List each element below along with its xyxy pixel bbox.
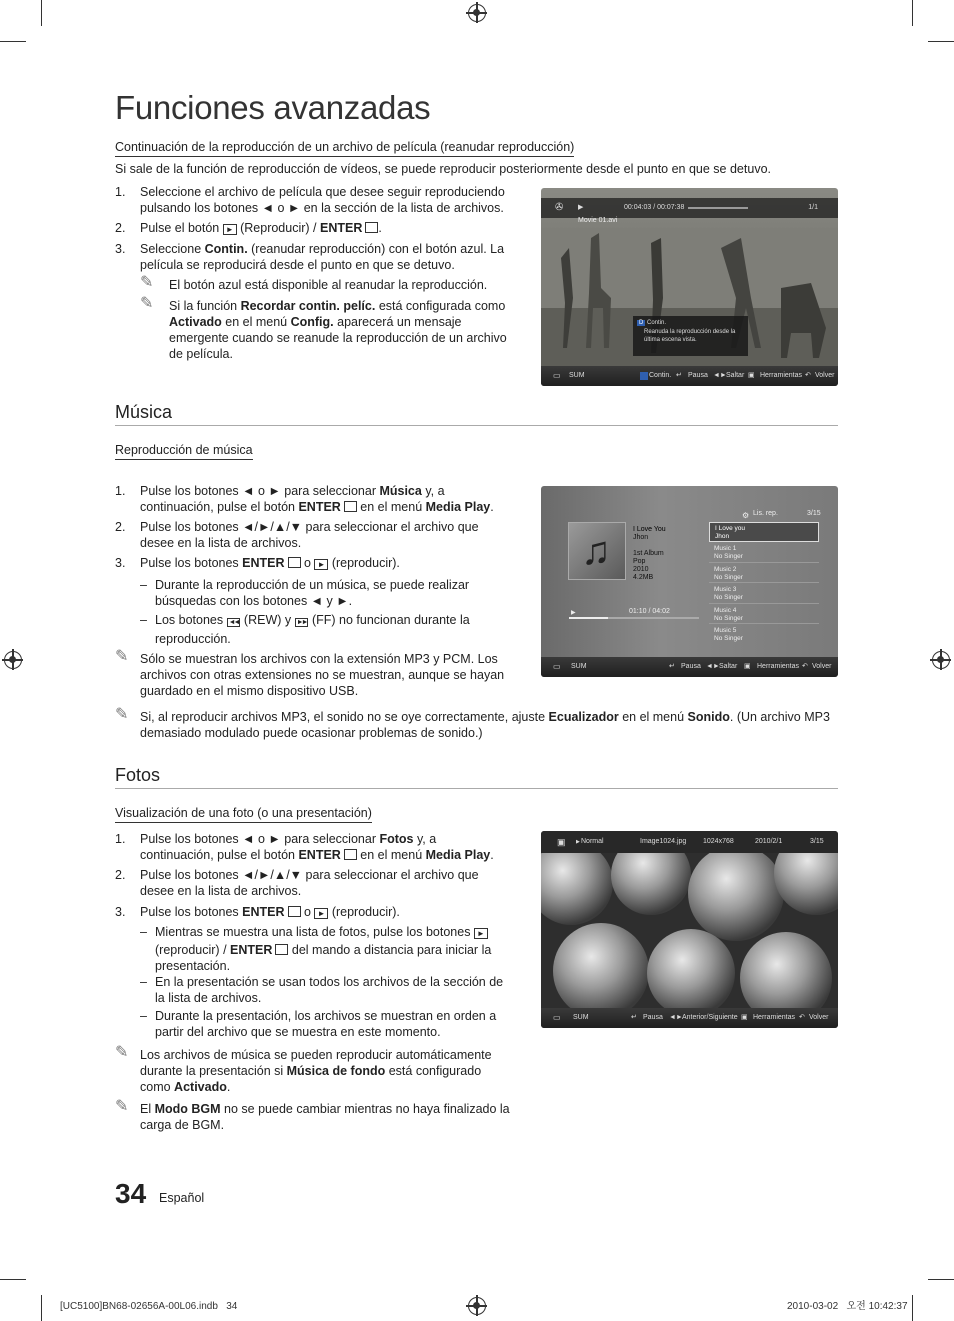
blue-key-icon: [640, 372, 648, 380]
crop-mark: [0, 41, 26, 42]
registration-mark-icon: [4, 651, 22, 669]
bold-term: Fotos: [379, 832, 414, 846]
usb-icon: ▭: [553, 371, 561, 380]
crop-mark: [0, 1279, 26, 1280]
playlist-item-title: Music 3: [714, 586, 737, 593]
subheading-resume: Continuación de la reproducción de un archivo de película (reanudar reproducción): [115, 140, 574, 157]
play-button-symbol: ►: [474, 928, 488, 939]
music-step-2: Pulse los botones ◄/►/▲/▼ para seleccionar el archivo que desee en la lista de archivos.: [140, 520, 479, 550]
device-name: SUM: [573, 1014, 589, 1021]
device-name: SUM: [571, 663, 587, 670]
bold-term: Música de fondo: [286, 1064, 386, 1078]
text: en el menú: [618, 710, 688, 724]
text: .: [378, 221, 382, 235]
ff-button-symbol: ►►: [296, 619, 307, 626]
bold-term: Modo BGM: [154, 1102, 221, 1116]
album-art: [568, 522, 626, 580]
note-icon: ✎: [115, 1098, 129, 1115]
text: .: [490, 500, 494, 514]
playlist: [709, 522, 819, 645]
enter-icon: [344, 849, 357, 860]
music-step-3: [140, 555, 515, 573]
text: Pulse el botón: [140, 221, 223, 235]
text: está configurado como: [140, 1064, 482, 1094]
text: Pulse los botones ◄ o ► para seleccionar: [140, 484, 380, 498]
step-number: 3.: [115, 905, 126, 919]
playlist-item-title: I Love you: [715, 525, 745, 532]
music-dash-2: [155, 612, 495, 647]
photo-bottom-bar: [541, 1008, 838, 1028]
bold-term: Activado: [169, 315, 222, 329]
bar-item-saltar: Saltar: [719, 663, 738, 670]
playlist-label: Lis. rep.: [753, 510, 778, 517]
play-state-icon: ▶: [576, 839, 580, 845]
text: Pulse los botones: [140, 556, 243, 570]
step-number: 3.: [115, 242, 126, 256]
playlist-item-artist: No Singer: [714, 553, 743, 560]
playlist-item[interactable]: [709, 624, 819, 645]
playlist-item-title: Music 2: [714, 565, 737, 573]
bar-item-anterior-siguiente: Anterior/Siguiente: [682, 1014, 738, 1021]
text: y, a continuación, pulse el botón: [140, 832, 437, 862]
play-button-symbol: ►: [223, 224, 237, 235]
enter-icon: ↵: [631, 1014, 637, 1021]
photo-date: 2010/2/1: [755, 838, 783, 845]
text: (REW) y: [240, 613, 295, 627]
photos-dash-1: [155, 924, 500, 974]
song-info: [633, 526, 666, 582]
text: Los archivos de música se pueden reproducir automáticamente durante la presentación si: [140, 1048, 492, 1078]
movie-bottom-bar: [541, 366, 838, 386]
bold-term: Media Play: [425, 500, 491, 514]
text: Mientras se muestra una lista de fotos, pulse los botones: [155, 925, 474, 939]
device-name: SUM: [569, 372, 585, 379]
section-divider: [115, 425, 838, 426]
arrows-icon: ◄►: [706, 663, 720, 670]
enter-icon: [288, 557, 301, 568]
playlist-item-artist: No Singer: [714, 635, 743, 642]
play-button-symbol: ►: [314, 908, 328, 919]
photos-step-3: [140, 904, 515, 922]
tools-icon: ▣: [748, 372, 755, 379]
text: Pulse los botones ◄ o ► para seleccionar: [140, 832, 380, 846]
playlist-item-artist: No Singer: [714, 614, 743, 622]
music-step-1: [140, 483, 512, 515]
music-note-2: [140, 709, 838, 741]
contin-label: Contin.: [204, 242, 248, 256]
footer-file-info: [UC5100]BN68-02656A-00L06.indb 34: [60, 1301, 238, 1312]
text: Seleccione: [140, 242, 205, 256]
text: (FF) no funcionan durante la reproducción.: [155, 613, 470, 646]
photos-dash-3: Durante la presentación, los archivos se muestran en orden a partir del archivo que se muestra en este momento.: [155, 1009, 497, 1039]
enter-icon: [344, 501, 357, 512]
playlist-item-artist: No Singer: [714, 594, 743, 601]
playlist-item-selected[interactable]: [709, 522, 819, 542]
music-progress-bar: [569, 617, 699, 619]
bar-item-saltar: Saltar: [726, 372, 745, 379]
playlist-item-artist: Jhon: [715, 533, 730, 540]
text: en el menú: [356, 848, 426, 862]
popup-text: Reanuda la reproducción desde la última escena vista.: [644, 329, 736, 343]
crop-mark: [912, 0, 913, 26]
text: Pulse los botones: [140, 905, 243, 919]
section-title-fotos: Fotos: [115, 765, 161, 785]
enter-icon: ↵: [669, 663, 675, 670]
bar-item-contin: Contin.: [649, 372, 672, 379]
bar-item-pausa: Pausa: [688, 372, 708, 379]
playlist-item-title: Music 1: [714, 545, 737, 552]
music-time: 01:10 / 04:02: [629, 608, 670, 615]
text: Si la función: [169, 299, 241, 313]
step-number: 2.: [115, 520, 126, 534]
bar-item-pausa: Pausa: [681, 663, 701, 670]
footer-timestamp: 2010-03-02 오전 10:42:37: [787, 1301, 908, 1312]
photo-count: 3/15: [810, 838, 824, 845]
photos-step-2: Pulse los botones ◄/►/▲/▼ para seleccionar el archivo que desee en la lista de archivos.: [140, 868, 479, 898]
section-title-musica: Música: [115, 402, 173, 422]
text: .: [226, 1080, 231, 1094]
enter-label: ENTER: [319, 221, 363, 235]
dash-bullet: –: [140, 1009, 147, 1023]
movie-time: 00:04:03 / 00:07:38: [624, 204, 685, 211]
dash-bullet: –: [140, 975, 147, 989]
music-progress-fill: [569, 617, 608, 619]
photos-note-1: [140, 1047, 505, 1095]
play-state-icon: ▶: [571, 610, 576, 616]
step-number: 1.: [115, 832, 126, 846]
text: en el menú: [221, 315, 291, 329]
step-number: 2.: [115, 868, 126, 882]
bar-item-volver: Volver: [815, 372, 835, 379]
text: (reproducir) /: [155, 943, 231, 957]
bold-term: Sonido: [687, 710, 730, 724]
crop-mark: [912, 1295, 913, 1321]
text: (Reproducir) /: [236, 221, 320, 235]
text: no se puede cambiar mientras no haya finalizado la carga de BGM.: [140, 1102, 510, 1132]
arrows-icon: ◄►: [713, 372, 727, 379]
subheading-music: Reproducción de música: [115, 443, 253, 460]
photo-top-bar: [541, 831, 838, 853]
return-icon: ↶: [802, 663, 808, 670]
song-genre: Pop: [633, 558, 646, 565]
enter-label: ENTER: [242, 556, 285, 570]
resume-step-2: [140, 220, 508, 238]
text: Si, al reproducir archivos MP3, el sonido no se oye correctamente, ajuste: [140, 710, 549, 724]
text: o: [300, 556, 315, 570]
note-icon: ✎: [140, 274, 154, 291]
bar-item-volver: Volver: [812, 663, 832, 670]
playlist-icon: ⚙: [742, 511, 750, 520]
crop-mark: [41, 0, 42, 26]
return-icon: ↶: [805, 372, 811, 379]
music-screenshot: [541, 486, 838, 677]
enter-icon: [365, 222, 378, 233]
photo-resolution: 1024x768: [703, 838, 734, 845]
photo-apples-image: [541, 853, 838, 1008]
bold-term: Config.: [290, 315, 334, 329]
bold-term: Música: [379, 484, 422, 498]
return-icon: ↶: [799, 1014, 805, 1021]
text: (reanudar reproducción) con el botón azul. La película se reproducirá desde el punto en que se detuvo.: [140, 242, 505, 272]
resume-popup: [633, 316, 748, 356]
bar-item-volver: Volver: [809, 1014, 829, 1021]
enter-label: ENTER: [298, 848, 341, 862]
enter-icon: [288, 906, 301, 917]
music-bottom-bar: [541, 657, 838, 677]
note-icon: ✎: [115, 706, 129, 723]
playlist-item-artist: No Singer: [714, 573, 743, 581]
note-icon: ✎: [115, 1044, 129, 1061]
enter-label: ENTER: [242, 905, 285, 919]
enter-label: ENTER: [298, 500, 341, 514]
photo-screenshot: [541, 831, 838, 1028]
text: está configurada como: [375, 299, 506, 313]
song-artist: Jhon: [633, 534, 649, 541]
music-note-icon: ♫: [581, 529, 611, 573]
page-number: 34: [115, 1178, 147, 1209]
arrows-icon: ◄►: [669, 1014, 683, 1021]
text: .: [490, 848, 494, 862]
page-language: Español: [159, 1191, 205, 1205]
dash-bullet: –: [140, 578, 147, 592]
photos-note-2: [140, 1101, 515, 1133]
subheading-photos: Visualización de una foto (o una presentación): [115, 806, 372, 823]
dash-bullet: –: [140, 613, 147, 627]
photo-icon: ▣: [557, 837, 566, 847]
popup-title: Contin.: [647, 320, 667, 326]
photo-mode: Normal: [581, 838, 604, 845]
text: o: [300, 905, 315, 919]
resume-note-1: El botón azul está disponible al reanudar la reproducción.: [169, 278, 488, 292]
text: en el menú: [356, 500, 426, 514]
video-icon: ✇: [555, 202, 564, 213]
enter-icon: [275, 944, 288, 955]
bold-term: Media Play: [425, 848, 491, 862]
text: (reproducir).: [328, 556, 400, 570]
music-dash-1: Durante la reproducción de un música, se puede realizar búsquedas con los botones ◄ y ►.: [155, 578, 470, 608]
note-icon: ✎: [140, 295, 154, 312]
play-button-symbol: ►: [314, 559, 328, 570]
playlist-item-title: Music 4: [714, 606, 737, 614]
section-divider: [115, 788, 838, 789]
music-count: 3/15: [807, 510, 821, 517]
step-number: 2.: [115, 221, 126, 235]
usb-icon: ▭: [553, 1013, 561, 1022]
crop-mark: [41, 1295, 42, 1321]
resume-intro: Si sale de la función de reproducción de vídeos, se puede reproducir posteriormente desde el punto en que se detuvo.: [115, 162, 771, 176]
bar-item-herramientas: Herramientas: [757, 663, 800, 670]
bar-item-herramientas: Herramientas: [753, 1014, 796, 1021]
movie-top-bar: [541, 198, 838, 218]
playlist-item[interactable]: [709, 542, 819, 563]
photos-step-1: [140, 831, 512, 863]
song-size: 4.2MB: [633, 574, 654, 581]
play-state-icon: ▶: [578, 204, 584, 211]
photo-filename: Image1024.jpg: [640, 838, 687, 845]
note-icon: ✎: [115, 648, 129, 665]
tools-icon: ▣: [741, 1014, 748, 1021]
song-album: 1st Album: [633, 550, 664, 557]
text: del mando a distancia para iniciar la presentación.: [155, 943, 492, 973]
bold-term: Recordar contin. pelíc.: [240, 299, 376, 313]
text: aparecerá un mensaje emergente cuando se reanude la reproducción de un archivo de película.: [169, 315, 507, 361]
text: y, a continuación, pulse el botón: [140, 484, 445, 514]
registration-mark-icon: [468, 1297, 486, 1315]
usb-icon: ▭: [553, 662, 561, 671]
text: (reproducir).: [328, 905, 400, 919]
rew-button-symbol: ◄◄: [228, 619, 239, 626]
crop-mark: [928, 1279, 954, 1280]
page-title: Funciones avanzadas: [115, 89, 431, 126]
registration-mark-icon: [932, 651, 950, 669]
playlist-item-title: Music 5: [714, 627, 737, 634]
movie-screenshot: [541, 188, 838, 386]
playlist-item[interactable]: [709, 604, 819, 625]
song-title: I Love You: [633, 526, 666, 533]
resume-step-3: [140, 241, 508, 273]
resume-note-2: [169, 298, 514, 362]
playlist-item[interactable]: [709, 563, 819, 584]
d-key-badge: D: [639, 320, 644, 326]
photos-dash-2: En la presentación se usan todos los archivos de la sección de la lista de archivos.: [155, 975, 504, 1005]
resume-step-1: Seleccione el archivo de película que desee seguir reproduciendo pulsando los botones ◄ o ► en la sección de la lista de archivos.: [140, 185, 505, 215]
bold-term: Ecualizador: [548, 710, 619, 724]
crop-mark: [928, 41, 954, 42]
movie-count: 1/1: [808, 204, 818, 211]
enter-icon: ↵: [676, 372, 682, 379]
tools-icon: ▣: [744, 663, 751, 670]
spacer: [633, 542, 666, 550]
text: . (Un archivo MP3 demasiado modulado puede ocasionar problemas de sonido.): [140, 710, 830, 740]
enter-label: ENTER: [230, 943, 273, 957]
bold-term: Activado: [174, 1080, 227, 1094]
bar-item-herramientas: Herramientas: [760, 372, 803, 379]
step-number: 1.: [115, 484, 126, 498]
step-number: 1.: [115, 185, 126, 199]
text: El: [140, 1102, 155, 1116]
movie-filename: Movie 01.avi: [578, 217, 618, 224]
bar-item-pausa: Pausa: [643, 1014, 663, 1021]
dash-bullet: –: [140, 925, 147, 939]
music-note-1: Sólo se muestran los archivos con la extensión MP3 y PCM. Los archivos con otras extensiones no se muestran, aunque se hayan guardado en el mismo dispositivo USB.: [140, 652, 505, 698]
playlist-item[interactable]: [709, 583, 819, 604]
song-year: 2010: [633, 566, 649, 573]
registration-mark-icon: [468, 4, 486, 22]
text: Los botones: [155, 613, 227, 627]
progress-bar: [688, 207, 748, 209]
step-number: 3.: [115, 556, 126, 570]
